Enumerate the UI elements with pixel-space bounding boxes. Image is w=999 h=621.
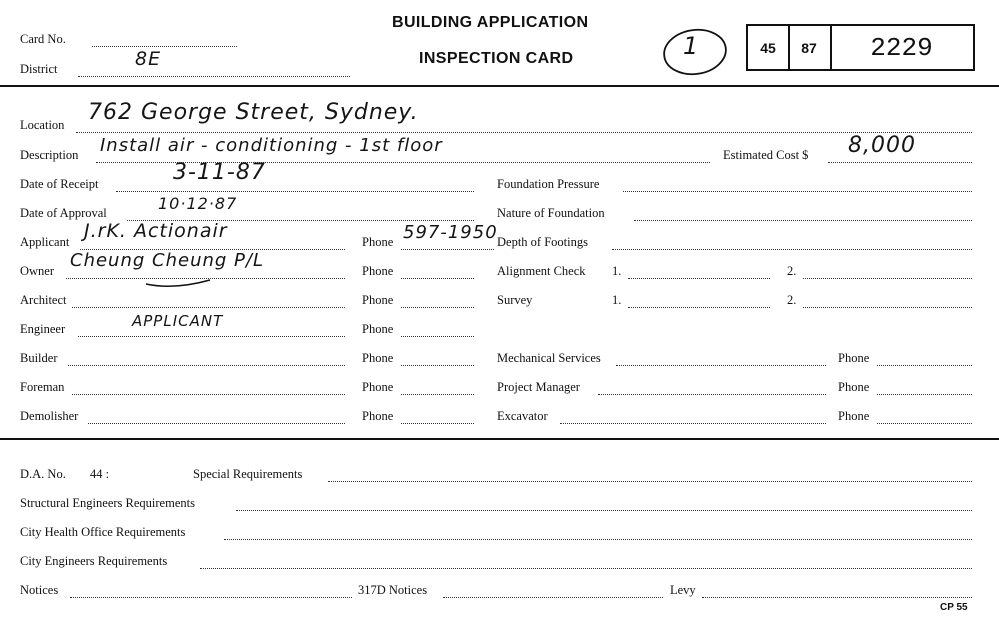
alignment-check-n2: 2. (787, 264, 797, 278)
applicant-value: J.rK. Actionair (84, 220, 228, 242)
project-manager-phone-field[interactable] (877, 394, 972, 395)
foreman-label: Foreman (20, 380, 65, 394)
city-engineers-requirements-field[interactable] (200, 568, 972, 569)
architect-label: Architect (20, 293, 67, 307)
alignment-check-field-1[interactable] (628, 278, 770, 279)
mechanical-phone-label: Phone (838, 351, 870, 365)
title-line2: INSPECTION CARD (419, 50, 574, 67)
alignment-check-label: Alignment Check (497, 264, 586, 278)
levy-field[interactable] (702, 597, 972, 598)
location-field[interactable] (76, 132, 972, 133)
date-of-receipt-label: Date of Receipt (20, 177, 99, 191)
engineer-field[interactable] (78, 336, 345, 337)
district-label: District (20, 62, 58, 76)
nature-of-foundation-label: Nature of Foundation (497, 206, 605, 220)
demolisher-label: Demolisher (20, 409, 79, 423)
circled-number: 1 (683, 32, 700, 60)
project-manager-label: Project Manager (497, 380, 580, 394)
alignment-check-n1: 1. (612, 264, 622, 278)
date-of-receipt-field[interactable] (116, 191, 474, 192)
builder-phone-label: Phone (362, 351, 394, 365)
title-line1: BUILDING APPLICATION (392, 14, 589, 31)
applicant-phone-label: Phone (362, 235, 394, 249)
survey-field-2[interactable] (803, 307, 972, 308)
depth-of-footings-field[interactable] (612, 249, 972, 250)
excavator-phone-field[interactable] (877, 423, 972, 424)
builder-phone-field[interactable] (401, 365, 474, 366)
health-requirements-field[interactable] (224, 539, 972, 540)
da-no-value: 44 : (90, 467, 110, 481)
foundation-pressure-label: Foundation Pressure (497, 177, 600, 191)
excavator-label: Excavator (497, 409, 548, 423)
district-value: 8E (135, 48, 162, 70)
project-manager-phone-label: Phone (838, 380, 870, 394)
structural-requirements-label: Structural Engineers Requirements (20, 496, 195, 510)
excavator-field[interactable] (560, 423, 826, 424)
nature-of-foundation-field[interactable] (634, 220, 972, 221)
survey-n2: 2. (787, 293, 797, 307)
ref-box-part2: 87 (788, 26, 832, 69)
foreman-field[interactable] (72, 394, 345, 395)
notices-label: Notices (20, 583, 59, 597)
ref-box-part3: 2229 (870, 32, 933, 63)
survey-label: Survey (497, 293, 533, 307)
applicant-label: Applicant (20, 235, 70, 249)
engineer-phone-label: Phone (362, 322, 394, 336)
levy-label: Levy (670, 583, 696, 597)
city-engineers-requirements-label: City Engineers Requirements (20, 554, 168, 568)
demolisher-field[interactable] (88, 423, 345, 424)
mechanical-phone-field[interactable] (877, 365, 972, 366)
owner-phone-label: Phone (362, 264, 394, 278)
mechanical-services-field[interactable] (616, 365, 826, 366)
special-requirements-label: Special Requirements (193, 467, 303, 481)
engineer-phone-field[interactable] (401, 336, 474, 337)
applicant-phone-field[interactable] (401, 249, 494, 250)
foreman-phone-field[interactable] (401, 394, 474, 395)
owner-value: Cheung Cheung P/L (70, 250, 264, 271)
special-requirements-field[interactable] (328, 481, 972, 482)
architect-phone-label: Phone (362, 293, 394, 307)
owner-phone-field[interactable] (401, 278, 474, 279)
date-of-receipt-value: 3-11-87 (173, 160, 266, 185)
estimated-cost-label: Estimated Cost $ (723, 148, 809, 162)
demolisher-phone-label: Phone (362, 409, 394, 423)
location-value: 762 George Street, Sydney. (88, 100, 419, 125)
reference-number-box (746, 24, 975, 71)
survey-n1: 1. (612, 293, 622, 307)
card-no-label: Card No. (20, 32, 66, 46)
architect-phone-field[interactable] (401, 307, 474, 308)
notices-field[interactable] (70, 597, 352, 598)
da-no-label: D.A. No. (20, 467, 66, 481)
notices-317d-label: 317D Notices (358, 583, 428, 597)
applicant-phone-value: 597-1950 (403, 222, 498, 243)
header-divider (0, 85, 999, 87)
alignment-check-field-2[interactable] (803, 278, 972, 279)
ref-box-part1: 45 (748, 26, 790, 69)
builder-field[interactable] (68, 365, 345, 366)
estimated-cost-value: 8,000 (848, 133, 916, 158)
foundation-pressure-field[interactable] (623, 191, 972, 192)
project-manager-field[interactable] (598, 394, 826, 395)
date-of-approval-label: Date of Approval (20, 206, 107, 220)
builder-label: Builder (20, 351, 58, 365)
date-of-approval-value: 10·12·87 (158, 194, 238, 213)
health-requirements-label: City Health Office Requirements (20, 525, 186, 539)
notices-317d-field[interactable] (443, 597, 663, 598)
location-label: Location (20, 118, 65, 132)
form-code: CP 55 (940, 602, 968, 613)
district-field[interactable] (78, 76, 350, 77)
description-label: Description (20, 148, 79, 162)
mechanical-services-label: Mechanical Services (497, 351, 601, 365)
demolisher-phone-field[interactable] (401, 423, 474, 424)
card-no-field[interactable] (92, 46, 237, 47)
depth-of-footings-label: Depth of Footings (497, 235, 588, 249)
foreman-phone-label: Phone (362, 380, 394, 394)
survey-field-1[interactable] (628, 307, 770, 308)
architect-field[interactable] (72, 307, 345, 308)
owner-underline-icon (144, 276, 214, 290)
estimated-cost-field[interactable] (828, 162, 972, 163)
structural-requirements-field[interactable] (236, 510, 972, 511)
engineer-label: Engineer (20, 322, 66, 336)
description-value: Install air - conditioning - 1st floor (100, 135, 443, 156)
fields-divider (0, 438, 999, 440)
excavator-phone-label: Phone (838, 409, 870, 423)
engineer-value: APPLICANT (132, 312, 224, 330)
owner-label: Owner (20, 264, 55, 278)
